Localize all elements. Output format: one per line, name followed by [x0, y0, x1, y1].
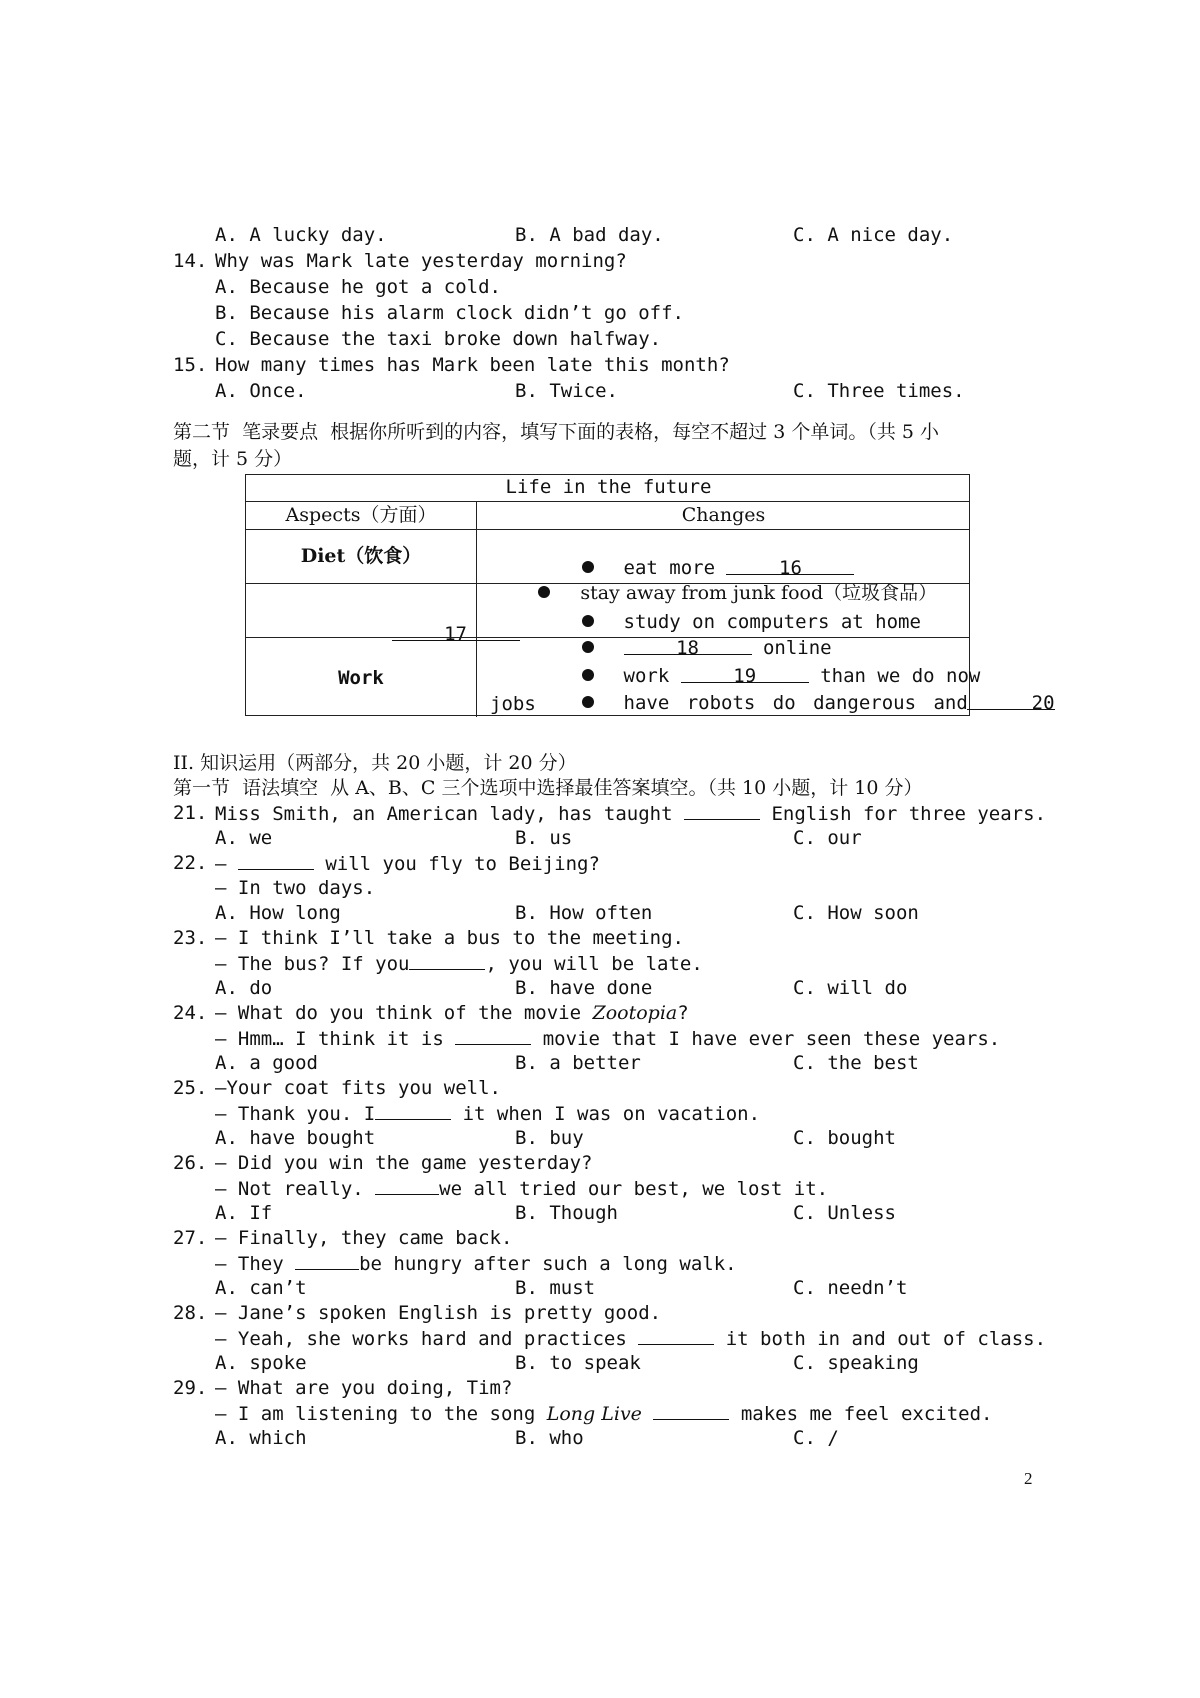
q22-reply: — In two days.: [215, 877, 376, 899]
work-item-2: have robots do dangerous and: [490, 667, 968, 739]
blank-18: 18: [624, 636, 752, 655]
q15-text: How many times has Mark been late this month?: [215, 354, 730, 376]
q22-option-a: A. How long: [215, 902, 341, 924]
work-item-1: work 19 than we do now: [490, 640, 980, 712]
q25-text: —Your coat fits you well.: [215, 1077, 501, 1099]
part2-heading: II. 知识运用（两部分，共 20 小题，计 20 分）: [173, 752, 577, 774]
blank-16: 16: [726, 556, 854, 575]
q13-option-a: A. A lucky day.: [215, 224, 387, 246]
q13-option-c: C. A nice day.: [793, 224, 954, 246]
section2-instruction-line1: 第二节 笔录要点 根据你所听到的内容，填写下面的表格，每空不超过 3 个单词。（共 5 小: [173, 421, 939, 443]
q28-number: 28.: [173, 1302, 208, 1324]
q23-option-c: C. will do: [793, 977, 908, 999]
q28-option-a: A. spoke: [215, 1352, 307, 1374]
q27-option-b: B. must: [515, 1277, 596, 1299]
diet-item-1: eat more 16: [490, 532, 854, 604]
q26-reply: — Not really. we all tried our best, we lost it.: [215, 1178, 829, 1200]
q28-reply: — Yeah, she works hard and practices it both in and out of class.: [215, 1328, 1047, 1350]
q26-option-b: B. Though: [515, 1202, 618, 1224]
q26-number: 26.: [173, 1152, 208, 1174]
q26-option-a: A. If: [215, 1202, 273, 1224]
aspect-blank-17: 17: [300, 598, 520, 670]
q29-option-a: A. which: [215, 1427, 307, 1449]
section2-instruction-line2: 题，计 5 分）: [173, 448, 293, 470]
q23-option-a: A. do: [215, 977, 273, 999]
q28-option-b: B. to speak: [515, 1352, 641, 1374]
blank-19: 19: [681, 664, 809, 683]
part2-section1-instruction: 第一节 语法填空 从 A、B、C 三个选项中选择最佳答案填空。（共 10 小题，计 10 分）: [173, 777, 923, 799]
q25-option-a: A. have bought: [215, 1127, 376, 1149]
q13-option-b: B. A bad day.: [515, 224, 664, 246]
q24-option-c: C. the best: [793, 1052, 919, 1074]
q28-option-c: C. speaking: [793, 1352, 919, 1374]
q27-reply: — They be hungry after such a long walk.: [215, 1253, 737, 1275]
q21-number: 21.: [173, 802, 208, 824]
q23-text: — I think I’ll take a bus to the meeting.: [215, 927, 684, 949]
q22-option-c: C. How soon: [793, 902, 919, 924]
bullet-icon: [582, 696, 594, 708]
q27-text: — Finally, they came back.: [215, 1227, 513, 1249]
q15-number: 15.: [173, 354, 208, 376]
q14-option-a: A. Because he got a cold.: [215, 276, 501, 298]
q29-number: 29.: [173, 1377, 208, 1399]
table-row-study: [246, 583, 969, 659]
q22-option-b: B. How often: [515, 902, 653, 924]
q26-option-c: C. Unless: [793, 1202, 896, 1224]
q28-text: — Jane’s spoken English is pretty good.: [215, 1302, 662, 1324]
notes-table: [245, 474, 1055, 716]
q26-text: — Did you win the game yesterday?: [215, 1152, 593, 1174]
q24-option-b: B. a better: [515, 1052, 641, 1074]
q21-option-c: C. our: [793, 827, 862, 849]
table-row-work: [246, 637, 1055, 717]
q14-option-b: B. Because his alarm clock didn’t go off.: [215, 302, 684, 324]
q29-text: — What are you doing, Tim?: [215, 1377, 513, 1399]
blank-20: 20: [875, 667, 1055, 739]
header-changes: Changes: [681, 504, 766, 526]
page-number: 2: [1024, 1469, 1033, 1488]
q24-number: 24.: [173, 1002, 208, 1024]
q21-option-a: A. we: [215, 827, 273, 849]
q25-number: 25.: [173, 1077, 208, 1099]
q23-reply: — The bus? If you , you will be late.: [215, 953, 703, 975]
header-aspects: Aspects（方面）: [285, 504, 437, 526]
q25-reply: — Thank you. I it when I was on vacation.: [215, 1103, 761, 1125]
q15-option-b: B. Twice.: [515, 380, 618, 402]
q23-option-b: B. have done: [515, 977, 653, 999]
study-item-2: 18 online: [490, 612, 832, 684]
q25-option-b: B. buy: [515, 1127, 584, 1149]
work-item-2-continued: jobs: [490, 693, 536, 715]
q23-number: 23.: [173, 927, 208, 949]
q24-option-a: A. a good: [215, 1052, 318, 1074]
q15-option-a: A. Once.: [215, 380, 307, 402]
q14-option-c: C. Because the taxi broke down halfway.: [215, 328, 662, 350]
q24-reply: — Hmm… I think it is movie that I have ever seen these years.: [215, 1028, 1001, 1050]
diet-item-2: stay away from junk food（垃圾食品）: [490, 557, 937, 629]
q21-option-b: B. us: [515, 827, 573, 849]
q14-text: Why was Mark late yesterday morning?: [215, 250, 627, 272]
study-item-1: study on computers at home: [490, 586, 921, 658]
q29-reply: — I am listening to the song Long Live makes me feel excited.: [215, 1403, 993, 1425]
aspect-diet: Diet（饮食）: [300, 545, 422, 567]
q29-option-b: B. who: [515, 1427, 584, 1449]
q22-number: 22.: [173, 852, 208, 874]
table-row-diet: [246, 529, 969, 604]
aspect-work: Work: [338, 667, 384, 689]
q27-option-c: C. needn’t: [793, 1277, 908, 1299]
q22-text: — will you fly to Beijing?: [215, 853, 600, 875]
q15-option-c: C. Three times.: [793, 380, 965, 402]
q29-option-c: C. /: [793, 1427, 839, 1449]
table-title: Life in the future: [505, 476, 712, 498]
q25-option-c: C. bought: [793, 1127, 896, 1149]
q27-number: 27.: [173, 1227, 208, 1249]
q14-number: 14.: [173, 250, 208, 272]
q24-text: — What do you think of the movie Zootopia?: [215, 1002, 689, 1024]
q21-text: Miss Smith, an American lady, has taught English for three years.: [215, 803, 1047, 825]
table-header-row: [246, 501, 969, 529]
q27-option-a: A. can’t: [215, 1277, 307, 1299]
